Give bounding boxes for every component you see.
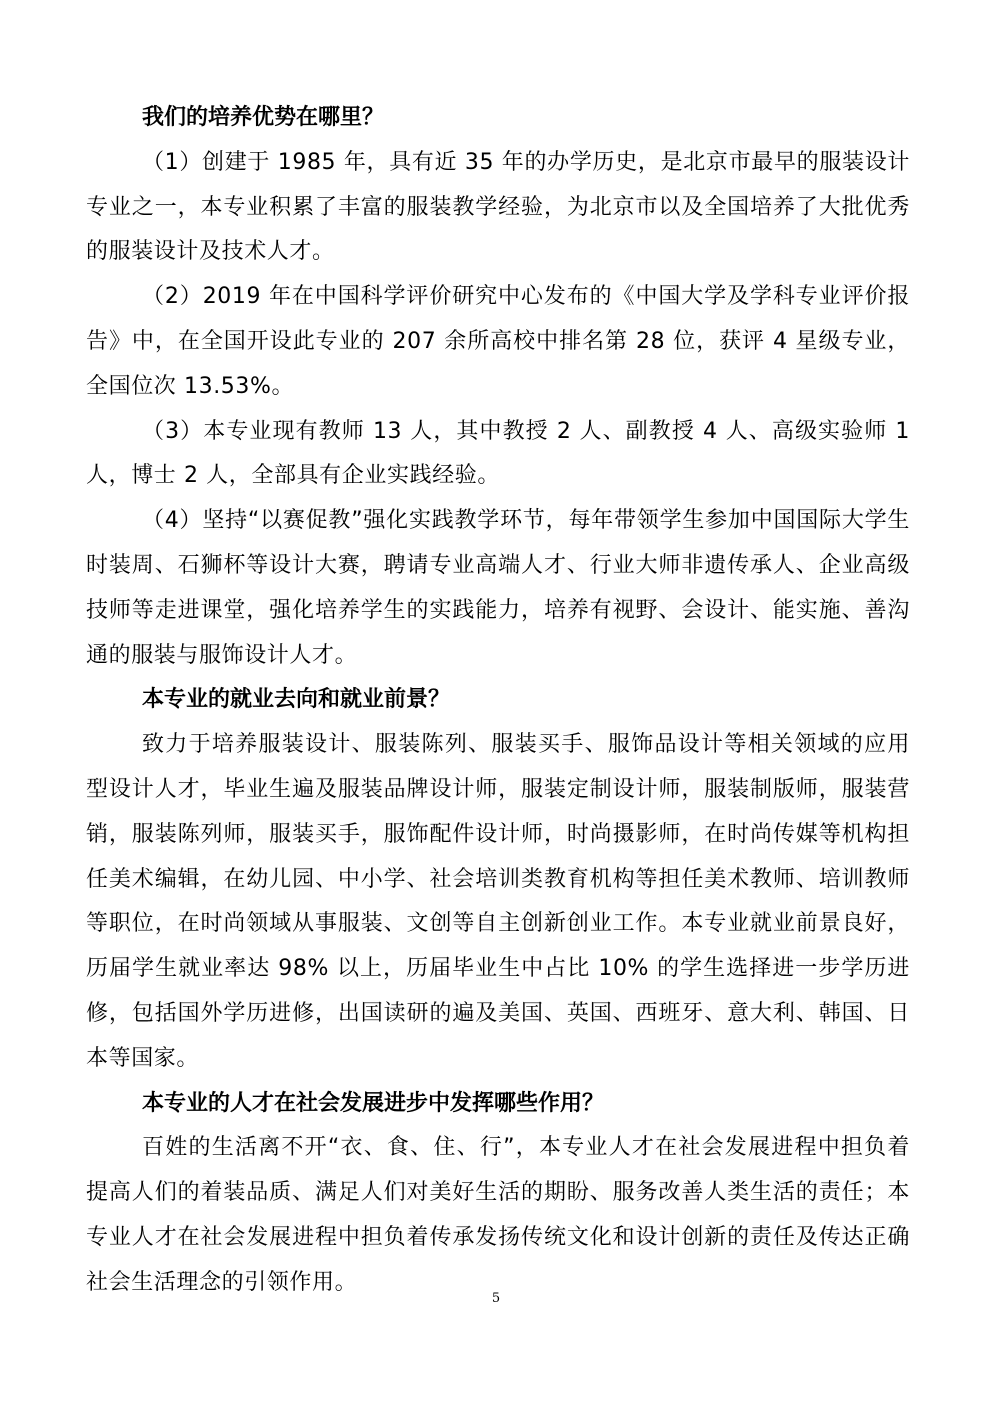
paragraph: （1）创建于 1985 年，具有近 35 年的办学历史，是北京市最早的服装设计专业之一，本专业积累了丰富的服装教学经验，为北京市以及全国培养了大批优秀的服装设计及技术人才。 bbox=[86, 149, 910, 265]
section-training-advantages bbox=[86, 96, 910, 678]
paragraph: 百姓的生活离不开“衣、食、住、行”，本专业人才在社会发展进程中担负着提高人们的着装品质、满足人们对美好生活的期盼、服务改善人类生活的责任；本专业人才在社会发展进程中担负着传承发扬传统文化和设计创新的责任及传达正确社会生活理念的引领作用。 bbox=[86, 1135, 910, 1295]
page-number: 5 bbox=[491, 1291, 501, 1306]
section-heading: 本专业的就业去向和就业前景？ bbox=[142, 687, 451, 713]
paragraph: （3）本专业现有教师 13 人，其中教授 2 人、副教授 4 人、高级实验师 1 人，博士 2 人，全部具有企业实践经验。 bbox=[86, 418, 910, 489]
document-body bbox=[86, 96, 910, 1306]
paragraph: （4）坚持“以赛促教”强化实践教学环节，每年带领学生参加中国国际大学生时装周、石狮杯等设计大赛，聘请专业高端人才、行业大师非遗传承人、企业高级技师等走进课堂，强化培养学生的实践能力，培养有视野、会设计、能实施、善沟通的服装与服饰设计人才。 bbox=[86, 508, 910, 668]
paragraph: 致力于培养服装设计、服装陈列、服装买手、服饰品设计等相关领域的应用型设计人才，毕业生遍及服装品牌设计师，服装定制设计师，服装制版师，服装营销，服装陈列师，服装买手，服饰配件设计师，时尚摄影师，在时尚传媒等机构担任美术编辑，在幼儿园、中小学、社会培训类教育机构等担任美术教师、培训教师等职位，在时尚领域从事服装、文创等自主创新创业工作。本专业就业前景良好，历届学生就业率达 98% 以上，历届毕业生中占比 10% 的学生选择进一步学历进修，包括国外学历进修，出国读研的遍及美国、英国、西班牙、意大利、韩国、日本等国家。 bbox=[86, 732, 910, 1071]
section-heading: 我们的培养优势在哪里？ bbox=[142, 105, 385, 130]
section-employment-prospects bbox=[86, 678, 910, 1081]
section-social-role bbox=[86, 1082, 910, 1306]
paragraph: （2）2019 年在中国科学评价研究中心发布的《中国大学及学科专业评价报告》中，在全国开设此专业的 207 余所高校中排名第 28 位，获评 4 星级专业，全国位次 13.53%。 bbox=[86, 284, 910, 399]
section-heading: 本专业的人才在社会发展进步中发挥哪些作用？ bbox=[142, 1090, 605, 1116]
